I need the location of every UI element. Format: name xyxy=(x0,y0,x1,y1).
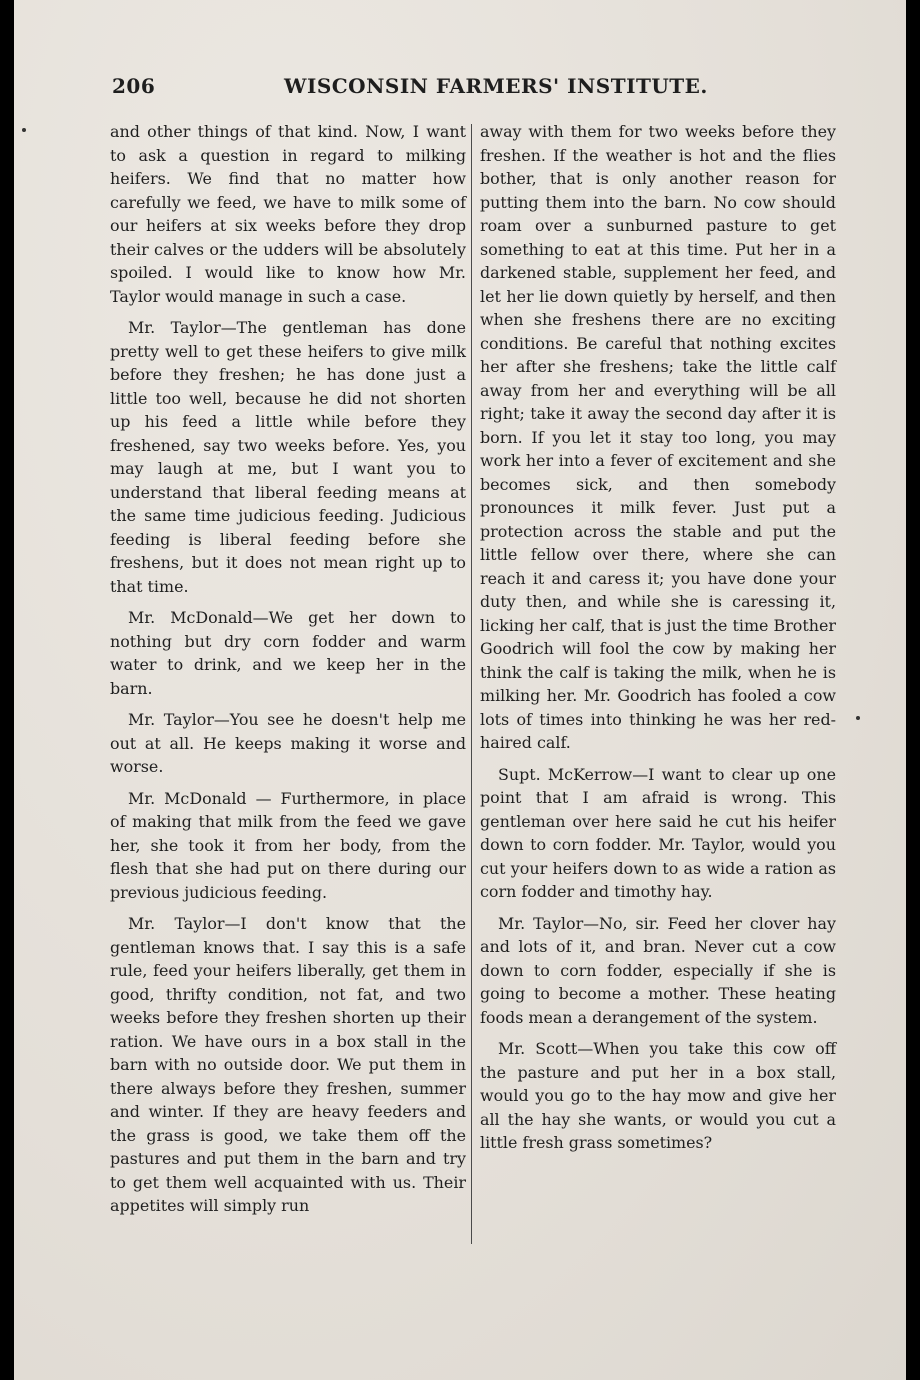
paragraph: Mr. McDonald—We get her down to nothing but dry corn fodder and warm water to drink, and we keep her in the barn. xyxy=(110,608,466,698)
paragraph: Mr. Taylor—You see he doesn't help me out at all. He keeps making it worse and worse. xyxy=(110,710,466,776)
left-column xyxy=(110,120,466,1226)
running-title: WISCONSIN FARMERS' INSTITUTE. xyxy=(284,74,708,98)
paragraph: and other things of that kind. Now, I want to ask a question in regard to milking heifers. We find that no matter how carefully we feed, we have to milk some of our heifers at six weeks before they drop their calves or the udders will be absolutely spoiled. I would like to know how Mr. Taylor would manage in such a case. xyxy=(110,122,466,306)
paragraph: Mr. Taylor—The gentleman has done pretty well to get these heifers to give milk before they freshen; he has done just a little too well, because he did not shorten up his feed a little while before they freshened, say two weeks before. Yes, you may laugh at me, but I want you to understand that liberal feeding means at the same time judicious feeding. Judicious feeding is liberal feeding before she freshens, but it does not mean right up to that time. xyxy=(110,318,466,596)
paragraph: Supt. McKerrow—I want to clear up one point that I am afraid is wrong. This gentleman over here said he cut his heifer down to corn fodder. Mr. Taylor, would you cut your heifers down to as wide a ration as corn fodder and timothy hay. xyxy=(480,764,836,901)
paragraph: Mr. Taylor—I don't know that the gentleman knows that. I say this is a safe rule, feed your heifers liberally, get them in good, thrifty condition, not fat, and two weeks before they freshen shorten up their ration. We have ours in a box stall in the barn with no outside door. We put them in there always before they freshen, summer and winter. If they are heavy feeders and the grass is good, we take them off the pastures and put them in the barn and try to get them well acquainted with us. Their appetites will simply run xyxy=(110,914,466,1215)
book-page xyxy=(14,0,906,1380)
page-number: 206 xyxy=(112,74,156,98)
paragraph: Mr. McDonald — Furthermore, in place of making that milk from the feed we gave her, she took it from her body, from the flesh that she had put on there during our previous judicious feeding. xyxy=(110,788,466,902)
paragraph: Mr. Scott—When you take this cow off the pasture and put her in a box stall, would you go to the hay mow and give her all the hay she wants, or would you cut a little fresh grass sometimes? xyxy=(480,1039,836,1152)
right-column xyxy=(480,120,836,1163)
paragraph: Mr. Taylor—No, sir. Feed her clover hay and lots of it, and bran. Never cut a cow down to corn fodder, especially if she is going to become a mother. These heating foods mean a derangement of the system. xyxy=(480,913,836,1027)
print-speck xyxy=(856,716,860,720)
paragraph: away with them for two weeks before they freshen. If the weather is hot and the flies bother, that is only another reason for putting them into the barn. No cow should roam over a sunburned pasture to get something to eat at this time. Put her in a darkened stable, supplement her feed, and let her lie down quietly by herself, and then when she freshens there are no exciting conditions. Be careful that nothing excites her after she freshens; take the little calf away from her and everything will be all right; take it away the second day after it is born. If you let it stay too long, you may work her into a fever of excitement and she becomes sick, and then somebody pronounces it milk fever. Just put a protection across the stable and put the little fellow over there, where she can reach it and caress it; you have done your duty then, and while she is caressing it, licking her calf, that is just the time Brother Goodrich will fool the cow by making her think the calf is taking the milk, when he is milking her. Mr. Goodrich has fooled a cow lots of times into thinking he was her red-haired calf. xyxy=(480,122,836,752)
print-speck xyxy=(22,128,26,132)
column-divider xyxy=(471,124,472,1244)
